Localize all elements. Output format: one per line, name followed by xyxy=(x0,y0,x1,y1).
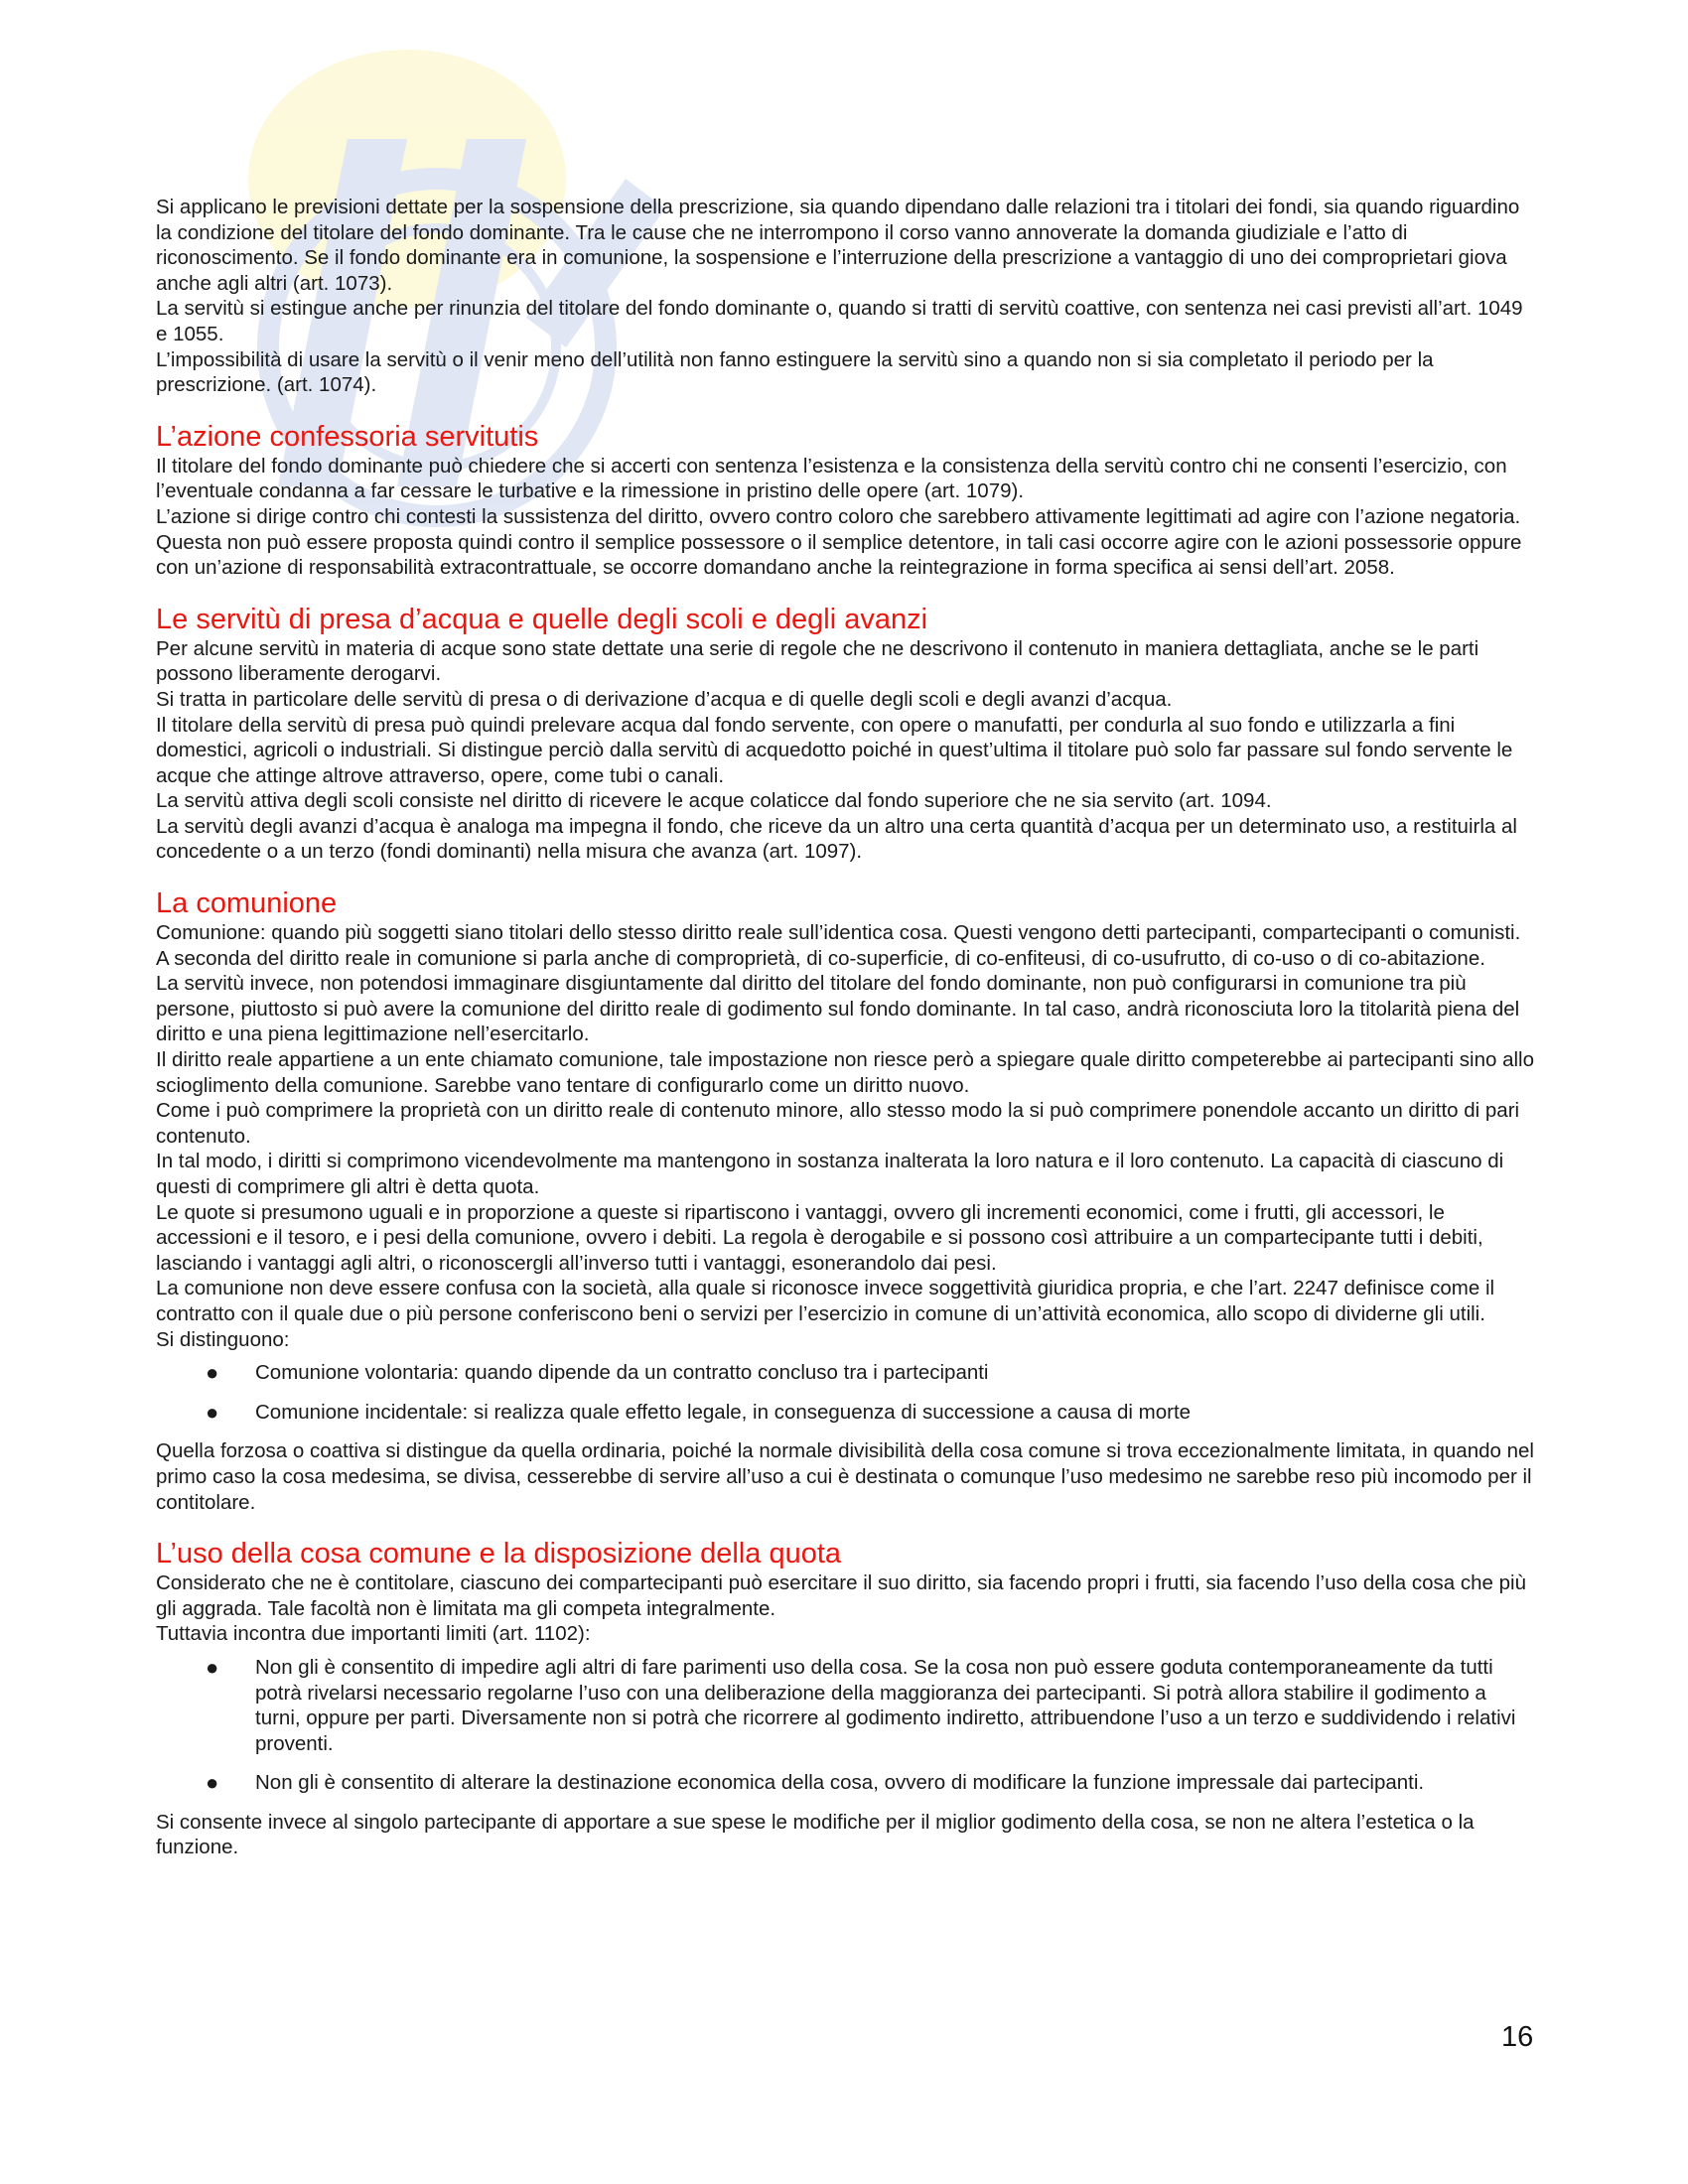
list-item xyxy=(156,1400,1536,1426)
bullet-list xyxy=(156,1360,1536,1425)
bullet-list xyxy=(156,1655,1536,1796)
paragraph: Come i può comprimere la proprietà con un diritto reale di contenuto minore, allo stesso modo la si può comprimere ponendole accanto un diritto di pari contenuto. xyxy=(156,1099,1520,1148)
paragraph: L’impossibilità di usare la servitù o il venir meno dell’utilità non fanno estinguere la servitù sino a quando non si sia completato il periodo per la prescrizione. (art. 1074). xyxy=(156,347,1434,397)
bullet-icon: ● xyxy=(206,1399,219,1425)
paragraph: Si applicano le previsioni dettate per la sospensione della prescrizione, sia quando dipendano dalle relazioni tra i titolari dei fondi, sia quando riguardino la condizione del titolare del fondo dominante. Tra le cause che ne interrompono il corso vanno annoverate la domanda giudiziale e l’atto di riconoscimento. Se il fondo dominante era in comunione, la sospensione e l’interruzione della prescrizione a vantaggio di uno dei comproprietari giova anche agli altri (art. 1073). xyxy=(156,196,1520,295)
section-azione-confessoria xyxy=(156,420,1536,581)
paragraph: Si distinguono: xyxy=(156,1327,290,1351)
paragraph: Si tratta in particolare delle servitù di presa o di derivazione d’acqua e di quelle degli scoli e degli avanzi d’acqua. xyxy=(156,687,1173,711)
section-comunione xyxy=(156,887,1536,1515)
list-item xyxy=(156,1655,1536,1756)
list-item xyxy=(156,1360,1536,1386)
section-heading: La comunione xyxy=(156,887,338,920)
paragraph: Il diritto reale appartiene a un ente chiamato comunione, tale impostazione non riesce però a spiegare quale diritto competerebbe ai partecipanti sino allo scioglimento della comunione. Sarebbe vano tentare di configurarlo come un diritto nuovo. xyxy=(156,1048,1535,1097)
paragraph: Comunione: quando più soggetti siano titolari dello stesso diritto reale sull’identica cosa. Questi vengono detti partecipanti, compartecipanti o comunisti. A seconda del diritto reale in comunione si parla anche di comproprietà, di co-superficie, di co-enfiteusi, di co-usufrutto, di co-uso o di co-abitazione. xyxy=(156,921,1521,970)
section-heading: L’azione confessoria servitutis xyxy=(156,420,539,453)
section-prescrizione xyxy=(156,195,1536,398)
list-item-text: Comunione incidentale: si realizza quale effetto legale, in conseguenza di successione a causa di morte xyxy=(255,1400,1192,1424)
paragraph: Quella forzosa o coattiva si distingue da quella ordinaria, poiché la normale divisibilità della cosa comune si trova eccezionalmente limitata, in quando nel primo caso la cosa medesima, se divisa, cesserebbe di servire all’uso a cui è destinata o comunque l’uso medesimo ne sarebbe reso più incomodo per il contitolare. xyxy=(156,1439,1534,1514)
page-number: 16 xyxy=(1501,2021,1534,2053)
paragraph: La servitù si estingue anche per rinunzia del titolare del fondo dominante o, quando si tratti di servitù coattive, con sentenza nei casi previsti all’art. 1049 e 1055. xyxy=(156,297,1523,345)
paragraph: Il titolare della servitù di presa può quindi prelevare acqua dal fondo servente, con opere o manufatti, per condurla al suo fondo e utilizzarla a fini domestici, agricoli o industriali. Si distingue perciò dalla servitù di acquedotto poiché in quest’ultima il titolare può solo far passare sul fondo servente le acque che attinge altrove attraverso, opere, come tubi o canali. xyxy=(156,713,1513,787)
paragraph: Le quote si presumono uguali e in proporzione a queste si ripartiscono i vantaggi, ovvero gli incrementi economici, come i frutti, gli accessori, le accessioni e il tesoro, e i pesi della comunione, ovvero i debiti. La regola è derogabile e si possono così attribuire a un compartecipante tutti i debiti, lasciando i vantaggi agli altri, o riconoscergli all’inverso tutti i vantaggi, esonerandolo dai pesi. xyxy=(156,1200,1483,1275)
paragraph: In tal modo, i diritti si comprimono vicendevolmente ma mantengono in sostanza inalterata la loro natura e il loro contenuto. La capacità di ciascuno di questi di comprimere gli altri è detta quota. xyxy=(156,1150,1504,1198)
list-item-text: Comunione volontaria: quando dipende da un contratto concluso tra i partecipanti xyxy=(255,1361,989,1385)
paragraph: Si consente invece al singolo partecipante di apportare a sue spese le modifiche per il miglior godimento della cosa, se non ne altera l’estetica o la funzione. xyxy=(156,1810,1475,1859)
section-heading: L’uso della cosa comune e la disposizione della quota xyxy=(156,1538,842,1570)
paragraph: La servitù invece, non potendosi immaginare disgiuntamente dal diritto del titolare del fondo dominante, non può configurarsi in comunione tra più persone, piuttosto si può avere la comunione del diritto reale di godimento sul fondo dominante. In tal caso, andrà riconosciuta loro la titolarità piena del diritto e una piena legittimazione nell’esercitarlo. xyxy=(156,972,1520,1046)
paragraph: La servitù attiva degli scoli consiste nel diritto di ricevere le acque colaticce dal fondo superiore che ne sia servito (art. 1094. xyxy=(156,789,1272,813)
paragraph: La comunione non deve essere confusa con la società, alla quale si riconosce invece soggettività giuridica propria, e che l’art. 2247 definisce come il contratto con il quale due o più persone conferiscono beni o servizi per l’esercizio in comune di un’attività economica, allo scopo di dividerne gli utili. xyxy=(156,1277,1495,1325)
document-body xyxy=(156,195,1536,1860)
list-item xyxy=(156,1770,1536,1796)
paragraph: L’azione si dirige contro chi contesti la sussistenza del diritto, ovvero contro coloro che sarebbero attivamente legittimati ad agire con l’azione negatoria. xyxy=(156,504,1521,528)
paragraph: La servitù degli avanzi d’acqua è analoga ma impegna il fondo, che riceve da un altro una certa quantità d’acqua per un determinato uso, a restituirla al concedente o a un terzo (fondi dominanti) nella misura che avanza (art. 1097). xyxy=(156,814,1517,864)
section-heading: Le servitù di presa d’acqua e quelle degli scoli e degli avanzi xyxy=(156,603,928,635)
paragraph: Il titolare del fondo dominante può chiedere che si accerti con sentenza l’esistenza e la consistenza della servitù contro chi ne consenti l’esercizio, con l’eventuale condanna a far cessare le turbative e la rimessione in pristino delle opere (art. 1079). xyxy=(156,454,1507,503)
section-uso-cosa-comune xyxy=(156,1537,1536,1860)
list-item-text: Non gli è consentito di impedire agli altri di fare parimenti uso della cosa. Se la cosa non può essere goduta contemporaneamente da tutti potrà rivelarsi necessario regolarne l’uso con una deliberazione della maggioranza dei partecipanti. Si potrà allora stabilire il godimento a turni, oppure per parti. Diversamente non si potrà che ricorrere al godimento indiretto, attribuendone l’uso a un terzo e suddividendo i relativi proventi. xyxy=(255,1655,1516,1755)
list-item-text: Non gli è consentito di alterare la destinazione economica della cosa, ovvero di modificare la funzione impressale dai partecipanti. xyxy=(255,1771,1425,1795)
bullet-icon: ● xyxy=(206,1360,219,1386)
bullet-icon: ● xyxy=(206,1770,219,1796)
paragraph: Per alcune servitù in materia di acque sono state dettate una serie di regole che ne descrivono il contenuto in maniera dettagliata, anche se le parti possono liberamente derogarvi. xyxy=(156,636,1479,686)
paragraph: Tuttavia incontra due importanti limiti (art. 1102): xyxy=(156,1622,591,1646)
section-presa-acqua xyxy=(156,603,1536,865)
paragraph: Considerato che ne è contitolare, ciascuno dei compartecipanti può esercitare il suo diritto, sia facendo propri i frutti, sia facendo l’uso della cosa che più gli aggrada. Tale facoltà non è limitata ma gli competa integralmente. xyxy=(156,1571,1526,1620)
bullet-icon: ● xyxy=(206,1654,219,1680)
paragraph: Questa non può essere proposta quindi contro il semplice possessore o il semplice detentore, in tali casi occorre agire con le azioni possessorie oppure con un’azione di responsabilità extracontrattuale, se occorre domandano anche la reintegrazione in forma specifica ai sensi dell’art. 2058. xyxy=(156,530,1522,580)
